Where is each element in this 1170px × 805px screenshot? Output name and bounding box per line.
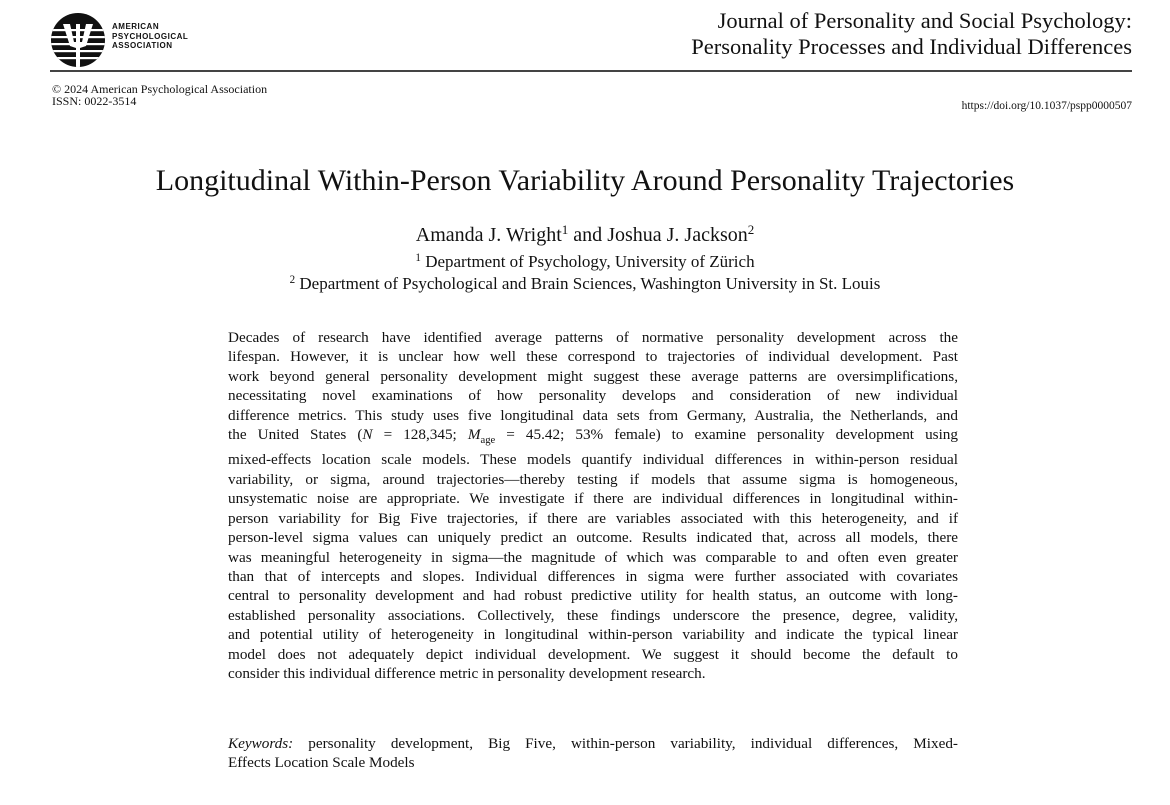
abstract-line: than that of intercepts and slopes. Individual differences in sigma were further associated with covariates (228, 567, 958, 585)
abstract-line: work beyond general personality development might suggest these average patterns are oversimplifications, (228, 367, 958, 385)
apa-logo-icon (50, 12, 106, 68)
authors: Amanda J. Wright$^1$ and Joshua J. Jackson$^2$ (415, 221, 755, 246)
abstract-line: necessitating novel examinations of how personality develops and consideration of new individual (228, 387, 958, 405)
keywords: Keywords: personality development, Big Five, within-person variability, individual differences, Mixed- Effects Location Scale Models (228, 735, 958, 772)
abstract-line: consider this individual difference metric in personality development research. (228, 664, 706, 682)
paper-title: Longitudinal Within-Person Variability Around Personality Trajectories (155, 164, 1015, 197)
journal-title: Journal of Personality and Social Psychology: Personality Processes and Individual Differences (691, 8, 1132, 59)
abstract-line: established personality associations. Collectively, these findings underscore the presence, degree, validity, (228, 606, 958, 624)
abstract-line: person-level sigma values can uniquely predict an outcome. Results indicated that, across all models, there (228, 529, 958, 547)
abstract-line: lifespan. However, it is unclear how well these correspond to trajectories of individual development. Past (228, 348, 958, 366)
copyright-block: © 2024 American Psychological Association ISSN: 0022-3514 (52, 82, 268, 108)
keywords-label: Keywords: (228, 735, 294, 752)
abstract-line: and potential utility of heterogeneity in longitudinal within-person variability and indicate the typical linear (228, 626, 958, 644)
abstract-line: model does not adequately depict individual development. We suggest it should become the default to (228, 645, 958, 663)
abstract-line: variability, or sigma, around trajectories—thereby testing if models that assume sigma is homogeneous, (228, 470, 958, 488)
apa-logo-text: AMERICAN PSYCHOLOGICAL ASSOCIATION (112, 22, 189, 50)
abstract-line: mixed-effects location scale models. These models quantify individual differences in within-person residual (228, 451, 958, 469)
affiliation-2: $^2$ Department of Psychological and Brain Sciences, Washington University in St. Louis (289, 273, 881, 293)
abstract-line: central to personality development and had robust predictive utility for health status, an outcome with long- (228, 587, 958, 605)
abstract-line: the United States (N = 128,345; $M_{age} = 45.42$; 53% female) to examine personality development using (228, 426, 958, 447)
abstract (228, 328, 958, 683)
abstract-line: difference metrics. This study uses five longitudinal data sets from Germany, Australia, the Netherlands, and (228, 406, 958, 424)
abstract-line: was meaningful heterogeneity in sigma—the magnitude of which was comparable to and often even greater (228, 548, 958, 566)
abstract-line: Decades of research have identified average patterns of normative personality development across the (228, 329, 958, 346)
abstract-line: unsystematic noise are appropriate. We investigate if there are individual differences in longitudinal within- (228, 490, 958, 508)
header-divider (50, 70, 1132, 72)
doi-link[interactable]: https://doi.org/10.1037/pspp0000507 (961, 100, 1132, 112)
abstract-line: person variability for Big Five trajectories, if there are variables associated with this heterogeneity, and if (228, 509, 958, 527)
affiliation-1: $^1$ Department of Psychology, University of Zürich (415, 251, 755, 271)
